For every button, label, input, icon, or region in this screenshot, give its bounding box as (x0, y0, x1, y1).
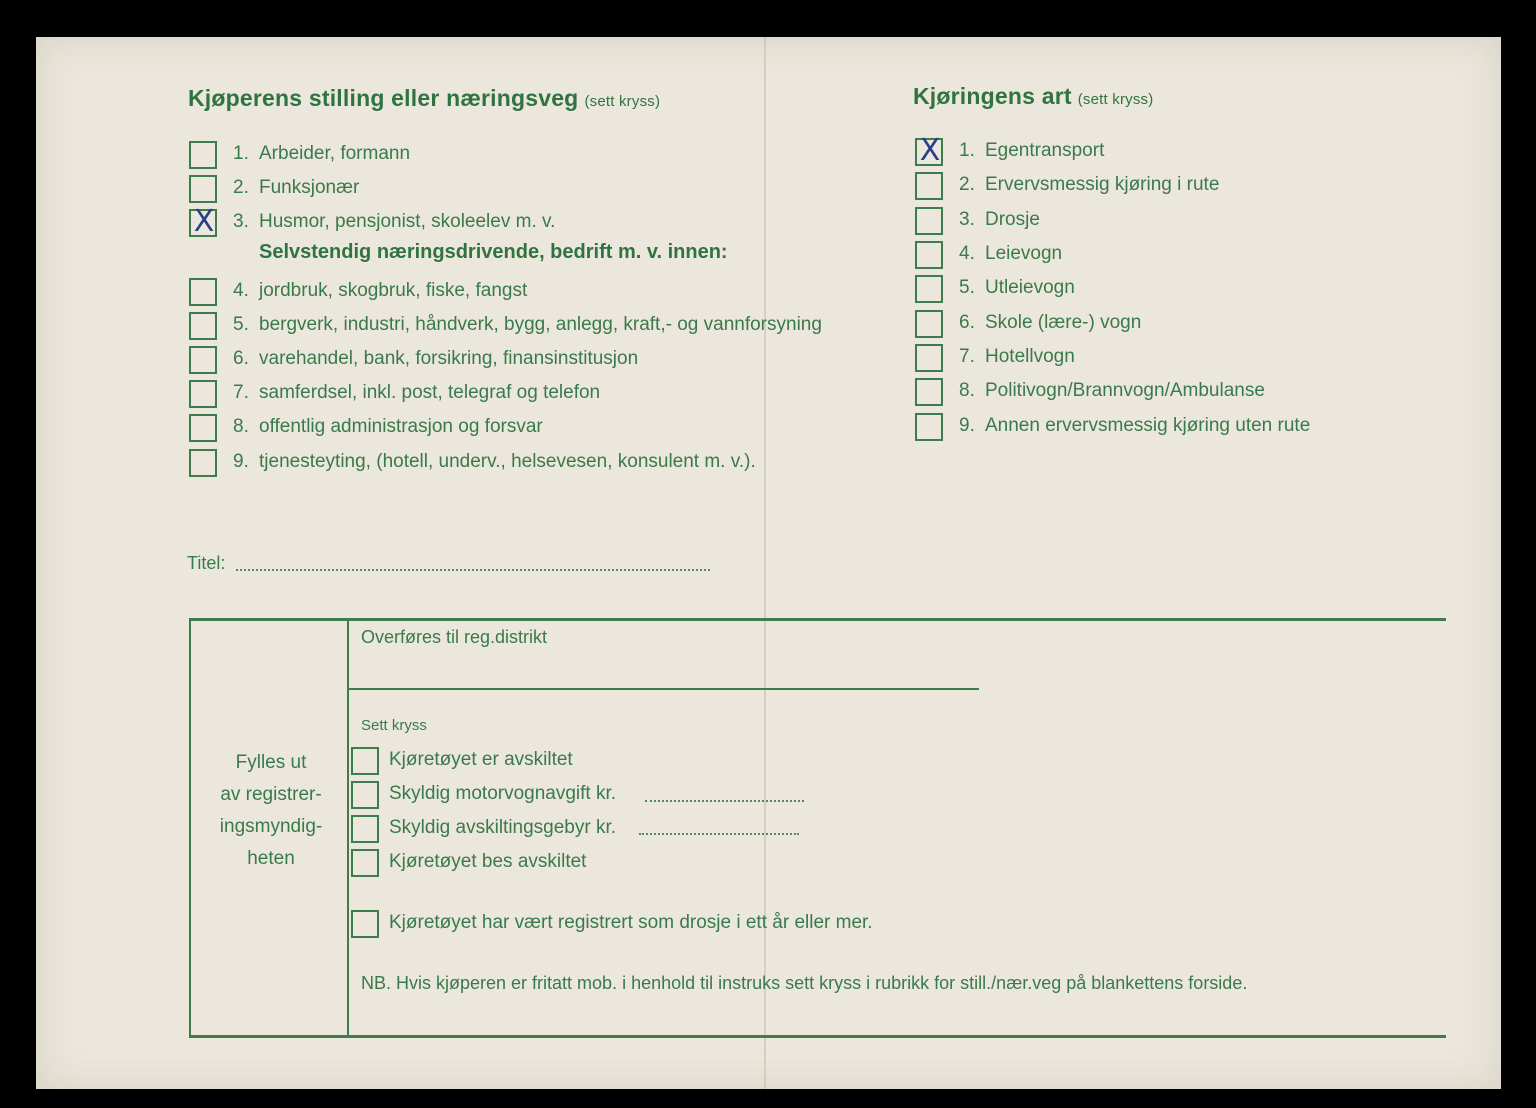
checkbox[interactable] (915, 413, 943, 441)
option-number: 8. (233, 416, 249, 437)
option-label: Egentransport (985, 140, 1105, 161)
registry-side-label (196, 747, 346, 875)
checkbox[interactable] (189, 346, 217, 374)
option-label: Annen ervervsmessig kjøring uten rute (985, 415, 1311, 436)
sett-kryss-label: Sett kryss (361, 717, 427, 734)
side-label-line: Fylles ut (235, 752, 307, 773)
nb-note: NB. Hvis kjøperen er fritatt mob. i henhold til instruks sett kryss i rubrikk for still./nær.veg på blankettens forside. (361, 973, 1248, 993)
option-label: Kjøretøyet har vært registrert som drosje i ett år eller mer. (389, 912, 873, 933)
option-number: 7. (233, 382, 249, 403)
option-label: Husmor, pensjonist, skoleelev m. v. (259, 211, 556, 232)
handwritten-x-mark: X (919, 133, 941, 168)
option-label: Hotellvogn (985, 346, 1075, 367)
option-label: tjenesteyting, (hotell, underv., helsevesen, konsulent m. v.). (259, 451, 756, 472)
checkbox[interactable] (189, 141, 217, 169)
option-number: 9. (959, 415, 975, 436)
checkbox[interactable] (189, 449, 217, 477)
option-number: 1. (959, 140, 975, 161)
option-number: 4. (959, 243, 975, 264)
option-number: 7. (959, 346, 975, 367)
checkbox[interactable] (351, 747, 379, 775)
option-label: Arbeider, formann (259, 143, 411, 164)
heading-text: Kjøringens art (913, 83, 1072, 109)
option-label: Funksjonær (259, 177, 360, 198)
driving-type-heading (913, 83, 1153, 110)
checkbox[interactable] (915, 275, 943, 303)
option-number: 3. (233, 211, 249, 232)
option-number: 2. (233, 177, 249, 198)
heading-note: (sett kryss) (1077, 91, 1154, 108)
checkbox[interactable] (351, 815, 379, 843)
option-label: Skyldig avskiltingsgebyr kr. (389, 817, 617, 838)
option-label: Leievogn (985, 243, 1063, 264)
checkbox[interactable] (915, 378, 943, 406)
checkbox[interactable] (189, 380, 217, 408)
option-label: Kjøretøyet bes avskiltet (389, 851, 587, 872)
checkbox[interactable] (189, 278, 217, 306)
option-label: Skole (lære-) vogn (985, 312, 1142, 333)
option-number: 9. (233, 451, 249, 472)
option-number: 6. (959, 312, 975, 333)
checkbox[interactable] (915, 207, 943, 235)
vehicle-tax-amount-line[interactable] (645, 800, 804, 802)
checkbox-checked[interactable] (915, 133, 943, 168)
option-label: Politivogn/Brannvogn/Ambulanse (985, 380, 1265, 401)
checkbox[interactable] (915, 172, 943, 200)
registry-box-divider (347, 618, 349, 1036)
option-label: Ervervsmessig kjøring i rute (985, 174, 1220, 195)
option-label: Drosje (985, 209, 1040, 230)
checkbox[interactable] (915, 344, 943, 372)
option-label: Skyldig motorvognavgift kr. (389, 783, 617, 804)
transfer-label: Overføres til reg.distrikt (361, 627, 548, 647)
option-number: 6. (233, 348, 249, 369)
option-number: 5. (959, 277, 975, 298)
checkbox[interactable] (189, 175, 217, 203)
form-sheet (36, 37, 1501, 1089)
side-label-line: heten (247, 848, 295, 869)
option-number: 8. (959, 380, 975, 401)
side-label-line: ingsmyndig- (219, 816, 323, 837)
option-label: bergverk, industri, håndverk, bygg, anlegg, kraft,- og vannforsyning (259, 314, 822, 335)
checkbox[interactable] (351, 910, 379, 938)
option-number: 2. (959, 174, 975, 195)
heading-text: Kjøperens stilling eller næringsveg (188, 85, 579, 111)
option-number: 3. (959, 209, 975, 230)
option-label: Kjøretøyet er avskiltet (389, 749, 573, 770)
checkbox-checked[interactable] (189, 204, 217, 239)
self-employed-subheading: Selvstendig næringsdrivende, bedrift m. v. innen: (259, 241, 728, 263)
option-label: varehandel, bank, forsikring, finansinstitusjon (259, 348, 639, 369)
checkbox[interactable] (189, 312, 217, 340)
checkbox[interactable] (351, 849, 379, 877)
titel-input-line[interactable] (236, 569, 710, 571)
option-label: samferdsel, inkl. post, telegraf og telefon (259, 382, 601, 403)
registry-box-top-border (189, 618, 1446, 621)
checkbox[interactable] (915, 241, 943, 269)
option-label: Utleievogn (985, 277, 1075, 298)
plate-fee-amount-line[interactable] (639, 833, 799, 835)
checkbox[interactable] (915, 310, 943, 338)
transfer-underline (349, 688, 979, 690)
side-label-line: av registrer- (220, 784, 322, 805)
checkbox[interactable] (351, 781, 379, 809)
option-number: 4. (233, 280, 249, 301)
handwritten-x-mark: X (193, 204, 215, 239)
titel-label: Titel: (187, 553, 226, 573)
option-label: offentlig administrasjon og forsvar (259, 416, 543, 437)
option-number: 1. (233, 143, 249, 164)
registry-box-left-border (189, 618, 191, 1038)
checkbox[interactable] (189, 414, 217, 442)
heading-note: (sett kryss) (584, 93, 661, 110)
option-label: jordbruk, skogbruk, fiske, fangst (259, 280, 528, 301)
registry-box-bottom-border (189, 1035, 1446, 1038)
option-number: 5. (233, 314, 249, 335)
buyer-occupation-heading (188, 85, 660, 112)
